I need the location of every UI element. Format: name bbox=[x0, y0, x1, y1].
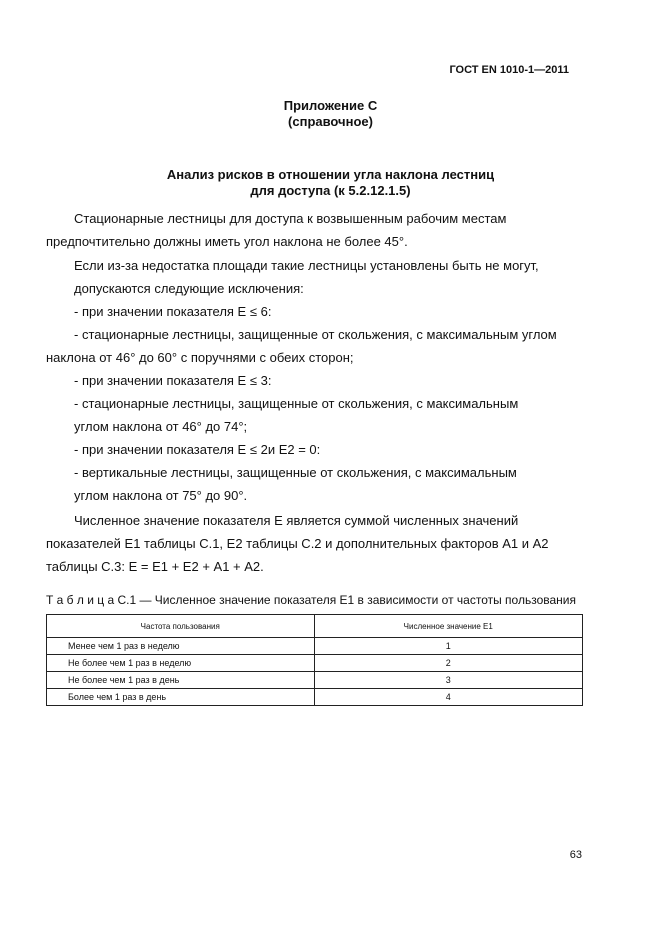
table-row bbox=[47, 638, 583, 655]
body-line: Численное значение показателя Е является суммой численных значений bbox=[74, 513, 519, 528]
list-item: - стационарные лестницы, защищенные от скольжения, с максимальным bbox=[74, 396, 519, 411]
section-title-line-2: для доступа (к 5.2.12.1.5) bbox=[250, 183, 411, 198]
page-number: 63 bbox=[569, 849, 582, 861]
table-cell-frequency: Не более чем 1 раз в день bbox=[47, 672, 315, 689]
section-title-line-1: Анализ рисков в отношении угла наклона лестниц bbox=[166, 167, 495, 182]
list-item: - при значении показателя Е ≤ 2и Е2 = 0: bbox=[74, 442, 321, 457]
table-header-row bbox=[47, 615, 583, 638]
table-caption: Т а б л и ц а С.1 — Численное значение показателя Е1 в зависимости от частоты пользования bbox=[46, 593, 577, 607]
table-cell-value: 3 bbox=[314, 672, 583, 689]
table-row bbox=[47, 689, 583, 706]
body-line: наклона от 46° до 60° с поручнями с обеих сторон; bbox=[46, 350, 354, 365]
table-row bbox=[47, 655, 583, 672]
body-line: таблицы С.3: Е = Е1 + Е2 + А1 + А2. bbox=[46, 559, 264, 574]
column-header-frequency: Частота пользования bbox=[47, 615, 315, 638]
table-cell-frequency: Не более чем 1 раз в неделю bbox=[47, 655, 315, 672]
body-line: углом наклона от 75° до 90°. bbox=[74, 488, 248, 503]
body-line: Стационарные лестницы для доступа к возвышенным рабочим местам bbox=[74, 211, 507, 226]
list-item: - стационарные лестницы, защищенные от скольжения, с максимальным углом bbox=[74, 327, 557, 342]
table-row bbox=[47, 672, 583, 689]
column-header-value: Численное значение Е1 bbox=[314, 615, 583, 638]
appendix-title: Приложение С bbox=[283, 98, 378, 113]
table-cell-value: 1 bbox=[314, 638, 583, 655]
list-item: - вертикальные лестницы, защищенные от скольжения, с максимальным bbox=[74, 465, 517, 480]
list-item: - при значении показателя Е ≤ 3: bbox=[74, 373, 272, 388]
body-line: показателей Е1 таблицы С.1, Е2 таблицы С.2 и дополнительных факторов А1 и А2 bbox=[46, 536, 549, 551]
table-cell-value: 4 bbox=[314, 689, 583, 706]
body-line: предпочтительно должны иметь угол наклона не более 45°. bbox=[46, 234, 408, 249]
table-cell-frequency: Менее чем 1 раз в неделю bbox=[47, 638, 315, 655]
body-line: допускаются следующие исключения: bbox=[74, 281, 304, 296]
frequency-table bbox=[46, 614, 583, 706]
body-line: углом наклона от 46° до 74°; bbox=[74, 419, 248, 434]
table-cell-frequency: Более чем 1 раз в день bbox=[47, 689, 315, 706]
list-item: - при значении показателя Е ≤ 6: bbox=[74, 304, 272, 319]
table-cell-value: 2 bbox=[314, 655, 583, 672]
document-header: ГОСТ EN 1010-1—2011 bbox=[449, 64, 569, 76]
appendix-subtitle: (справочное) bbox=[288, 114, 373, 129]
body-line: Если из-за недостатка площади такие лестницы установлены быть не могут, bbox=[74, 258, 539, 273]
